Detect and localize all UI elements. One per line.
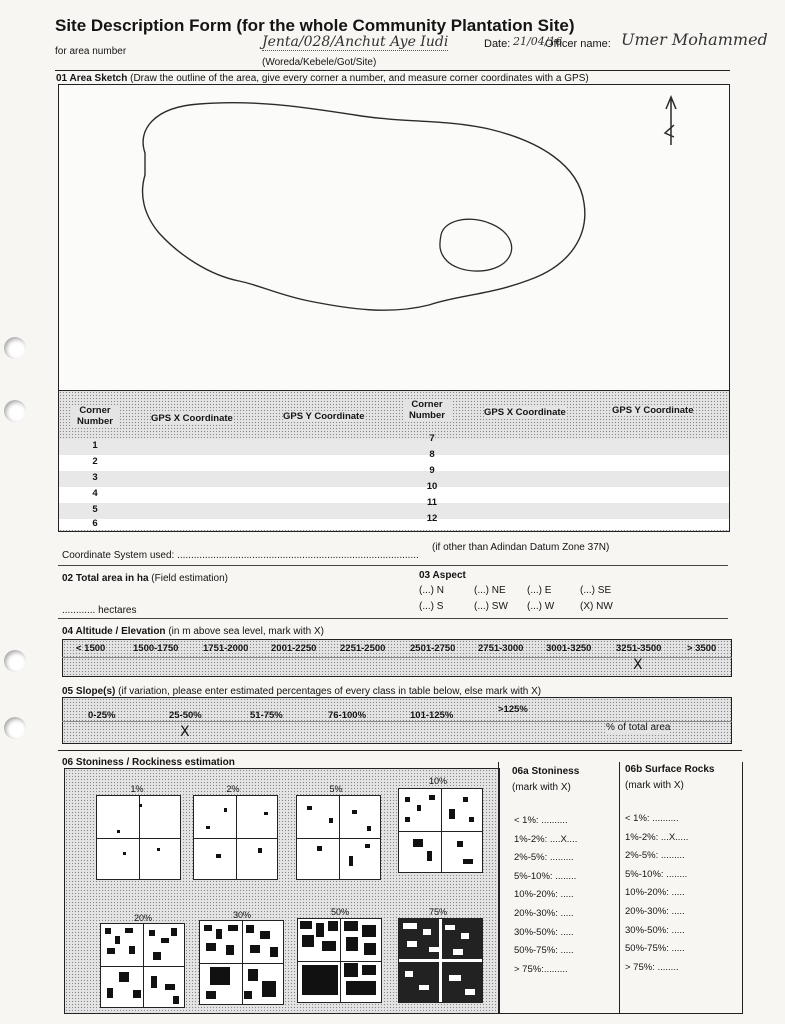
sketch-area[interactable] [58, 84, 730, 392]
slope-class: 76-100% [328, 710, 367, 721]
corner-coordinates-table [58, 390, 730, 532]
slope-total-label: % of total area [606, 722, 671, 733]
corner-number: 9 [429, 465, 435, 476]
altitude-class: 1751-2000 [203, 643, 249, 654]
list-item[interactable]: 20%-30%: ..... [625, 905, 685, 917]
header-divider [55, 70, 730, 71]
corner-number: 4 [92, 488, 98, 499]
stone-cover-square [96, 795, 181, 880]
list-item[interactable]: 20%-30%: ..... [514, 907, 574, 919]
corner-number: 11 [426, 497, 438, 508]
corner-number: 3 [92, 472, 98, 483]
slope-class: 51-75% [250, 710, 283, 721]
list-item[interactable]: 10%-20%: ..... [514, 889, 574, 901]
altitude-class: 1500-1750 [133, 643, 179, 654]
area-outline-sketch [59, 85, 729, 391]
surface-rocks-column-title: 06b Surface Rocks [625, 764, 715, 775]
coordinate-system-note: (if other than Adindan Datum Zone 37N) [432, 542, 610, 553]
list-item[interactable]: > 75%:......... [514, 963, 568, 975]
divider [498, 762, 499, 1014]
stone-cover-label: 20% [133, 913, 152, 923]
corner-number: 8 [429, 449, 435, 460]
stone-cover-square [100, 923, 185, 1008]
punch-hole [4, 400, 26, 422]
corner-number: 12 [426, 513, 438, 524]
stone-cover-square [199, 920, 284, 1005]
slope-class: >125% [498, 704, 528, 715]
total-area-heading: 02 Total area in ha (Field estimation) [62, 573, 228, 584]
table-row[interactable] [59, 471, 729, 488]
table-row[interactable] [59, 519, 729, 530]
area-number-label: for area number [55, 46, 127, 57]
list-item[interactable]: < 1%: .......... [625, 813, 679, 824]
surface-rocks-options[interactable] [625, 810, 688, 977]
date-value[interactable]: 21/04/16 [513, 35, 563, 48]
stoniness-options[interactable] [514, 812, 577, 979]
date-label: Date: [484, 38, 511, 50]
altitude-class: 3251-3500 [616, 643, 662, 654]
location-sublabel: (Woreda/Kebele/Got/Site) [262, 57, 377, 68]
slope-class: 101-125% [410, 710, 454, 721]
altitude-class: > 3500 [687, 643, 717, 654]
list-item[interactable]: 30%-50%: ..... [514, 926, 574, 938]
slope-mark[interactable]: X [180, 724, 190, 740]
list-item[interactable]: > 75%: ........ [625, 961, 679, 973]
stone-cover-label: 2% [226, 784, 240, 794]
col-corner-left: Corner Number [71, 405, 119, 427]
total-area-field[interactable]: ............ hectares [62, 605, 137, 616]
officer-label: Officer name: [545, 38, 611, 50]
stone-cover-label: 5% [329, 784, 343, 794]
stoniness-column-title: 06a Stoniness [512, 766, 580, 777]
altitude-class: 2001-2250 [271, 643, 317, 654]
list-item[interactable]: 2%-5%: ......... [514, 852, 574, 864]
divider [58, 565, 728, 566]
list-item[interactable]: 1%-2%: ....X.... [514, 833, 578, 845]
stone-cover-label: 75% [428, 907, 447, 917]
divider [62, 657, 732, 658]
stone-cover-square [398, 788, 483, 873]
slope-class: 25-50% [169, 710, 202, 721]
slope-class: 0-25% [88, 710, 116, 721]
stone-cover-label: 30% [232, 910, 251, 920]
corner-number: 10 [426, 481, 438, 492]
stone-cover-square [297, 918, 382, 1003]
aspect-option-w[interactable]: (...) W [527, 601, 555, 612]
corner-number: 7 [429, 433, 435, 444]
corner-number: 5 [92, 504, 98, 515]
stoniness-column-sub: (mark with X) [512, 782, 571, 793]
list-item[interactable]: 10%-20%: ..... [625, 887, 685, 899]
aspect-option-n[interactable]: (...) N [419, 585, 444, 596]
sketch-heading: 01 Area Sketch (Draw the outline of the area, give every corner a number, and measure corner coordinates with a GPS) [56, 73, 589, 84]
altitude-heading: 04 Altitude / Elevation (in m above sea level, mark with X) [62, 626, 324, 637]
form-title: Site Description Form (for the whole Community Plantation Site) [55, 16, 575, 35]
list-item[interactable]: 50%-75%: ..... [514, 945, 574, 957]
aspect-option-se[interactable]: (...) SE [580, 585, 612, 596]
list-item[interactable]: 5%-10%: ........ [625, 868, 688, 880]
aspect-heading: 03 Aspect [419, 570, 466, 581]
punch-hole [4, 717, 26, 739]
aspect-option-s[interactable]: (...) S [419, 601, 444, 612]
list-item[interactable]: 50%-75%: ..... [625, 943, 685, 955]
col-corner-right: Corner Number [403, 399, 451, 421]
list-item[interactable]: 5%-10%: ........ [514, 870, 577, 882]
col-gps-y-right: GPS Y Coordinate [612, 405, 694, 416]
aspect-option-ne[interactable]: (...) NE [474, 585, 506, 596]
stone-cover-square [193, 795, 278, 880]
corner-number: 2 [92, 456, 98, 467]
stone-cover-square [296, 795, 381, 880]
table-row[interactable] [59, 439, 729, 456]
table-row[interactable] [59, 487, 729, 504]
aspect-option-nw[interactable]: (X) NW [580, 601, 613, 612]
divider [619, 762, 620, 1014]
corner-number: 1 [92, 440, 98, 451]
officer-value[interactable]: Umer Mohammed [621, 30, 768, 49]
aspect-option-e[interactable]: (...) E [527, 585, 552, 596]
col-gps-x-right: GPS X Coordinate [484, 407, 566, 418]
stone-cover-label: 50% [330, 907, 349, 917]
col-gps-x-left: GPS X Coordinate [151, 413, 233, 424]
divider [742, 762, 743, 1014]
stone-cover-square [398, 918, 483, 1003]
punch-hole [4, 650, 26, 672]
area-number-value[interactable]: Jenta/028/Anchut Aye Iudi [262, 34, 449, 50]
aspect-option-sw[interactable]: (...) SW [474, 601, 508, 612]
altitude-class: < 1500 [76, 643, 106, 654]
col-gps-y-left: GPS Y Coordinate [283, 411, 365, 422]
altitude-class: 2751-3000 [478, 643, 524, 654]
stone-cover-label: 10% [428, 776, 447, 786]
corner-number: 6 [92, 518, 98, 529]
stoniness-heading: 06 Stoniness / Rockiness estimation [62, 757, 235, 768]
altitude-class: 2251-2500 [340, 643, 386, 654]
altitude-class: 2501-2750 [410, 643, 456, 654]
north-arrow-icon [665, 97, 676, 145]
list-item[interactable]: < 1%: .......... [514, 815, 568, 826]
altitude-class: 3001-3250 [546, 643, 592, 654]
surface-rocks-column-sub: (mark with X) [625, 780, 684, 791]
divider [58, 618, 728, 619]
divider [58, 750, 742, 751]
stone-cover-label: 1% [130, 784, 144, 794]
list-item[interactable]: 30%-50%: ..... [625, 924, 685, 936]
divider [64, 1013, 742, 1014]
altitude-mark[interactable]: X [633, 657, 643, 673]
table-row[interactable] [59, 455, 729, 472]
punch-hole [4, 337, 26, 359]
coordinate-system-label: Coordinate System used: ....................................................................................... [62, 550, 419, 561]
table-row[interactable] [59, 503, 729, 520]
list-item[interactable]: 2%-5%: ......... [625, 850, 685, 862]
list-item[interactable]: 1%-2%: ...X..... [625, 831, 689, 843]
slope-heading: 05 Slope(s) (if variation, please enter estimated percentages of every class in table below, else mark with X) [62, 686, 542, 697]
